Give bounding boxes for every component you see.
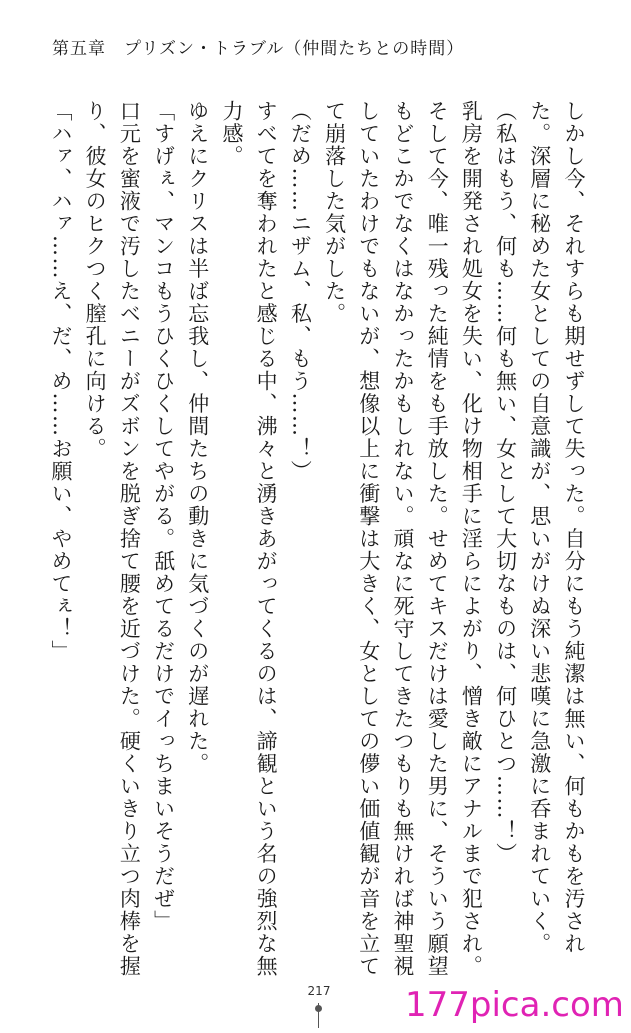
paragraph: しかし今、それすらも期せずして失った。自分にもう純潔は無い、何もかもを汚された。深層に秘めた女としての自意識が、思いがけぬ深い悲嘆に急激に呑まれていく。 [527,100,586,955]
paragraph: （だめ……ニザム、私、もう……！） [288,100,313,483]
paragraph: 「すげぇ、マンコもうひくひくしてやがる。舐めてるだけでイっちまいそうだぜ」 [151,100,176,933]
body-text [44,100,591,980]
paragraph: ゆえにクリスは半ば忘我し、仲間たちの動きに気づくのが遅れた。 [185,100,210,775]
page-marker-dot [315,1005,322,1012]
paragraph: 口元を蜜液で汚したベニーがズボンを脱ぎ捨て腰を近づけた。硬くいきり立つ肉棒を握り、彼女のヒクつく膣孔に向ける。 [83,100,142,978]
page-number: 217 [307,984,331,998]
paragraph: すべてを奪われたと感じる中、沸々と湧きあがってくるのは、諦観という名の強烈な無力感。 [219,100,279,978]
vertical-text-columns [44,100,591,980]
paragraph: 乳房を開発され処女を失い、化け物相手に淫らによがり、憎き敵にアナルまで犯され。 [459,100,484,978]
watermark: 177pica.com [405,985,624,1025]
paragraph: そして今、唯一残った純情をも手放した。せめてキスだけは愛した男に、そういう願望もどこかでなくはなかったかもしれない。頑なに死守してきたつもりも無ければ神聖視していたわけでもないが、想像以上に衝撃は大きく、女としての儚い価値観が音を立てて崩落した気がした。 [322,100,450,978]
paragraph: 「ハァ、ハァ……え、だ、め……お願い、やめてぇ！」 [48,100,73,663]
chapter-header: 第五章 プリズン・トラブル（仲間たちとの時間） [52,39,465,59]
paragraph: （私はもう、何も……何も無い、女として大切なものは、何ひとつ……！） [493,100,518,865]
